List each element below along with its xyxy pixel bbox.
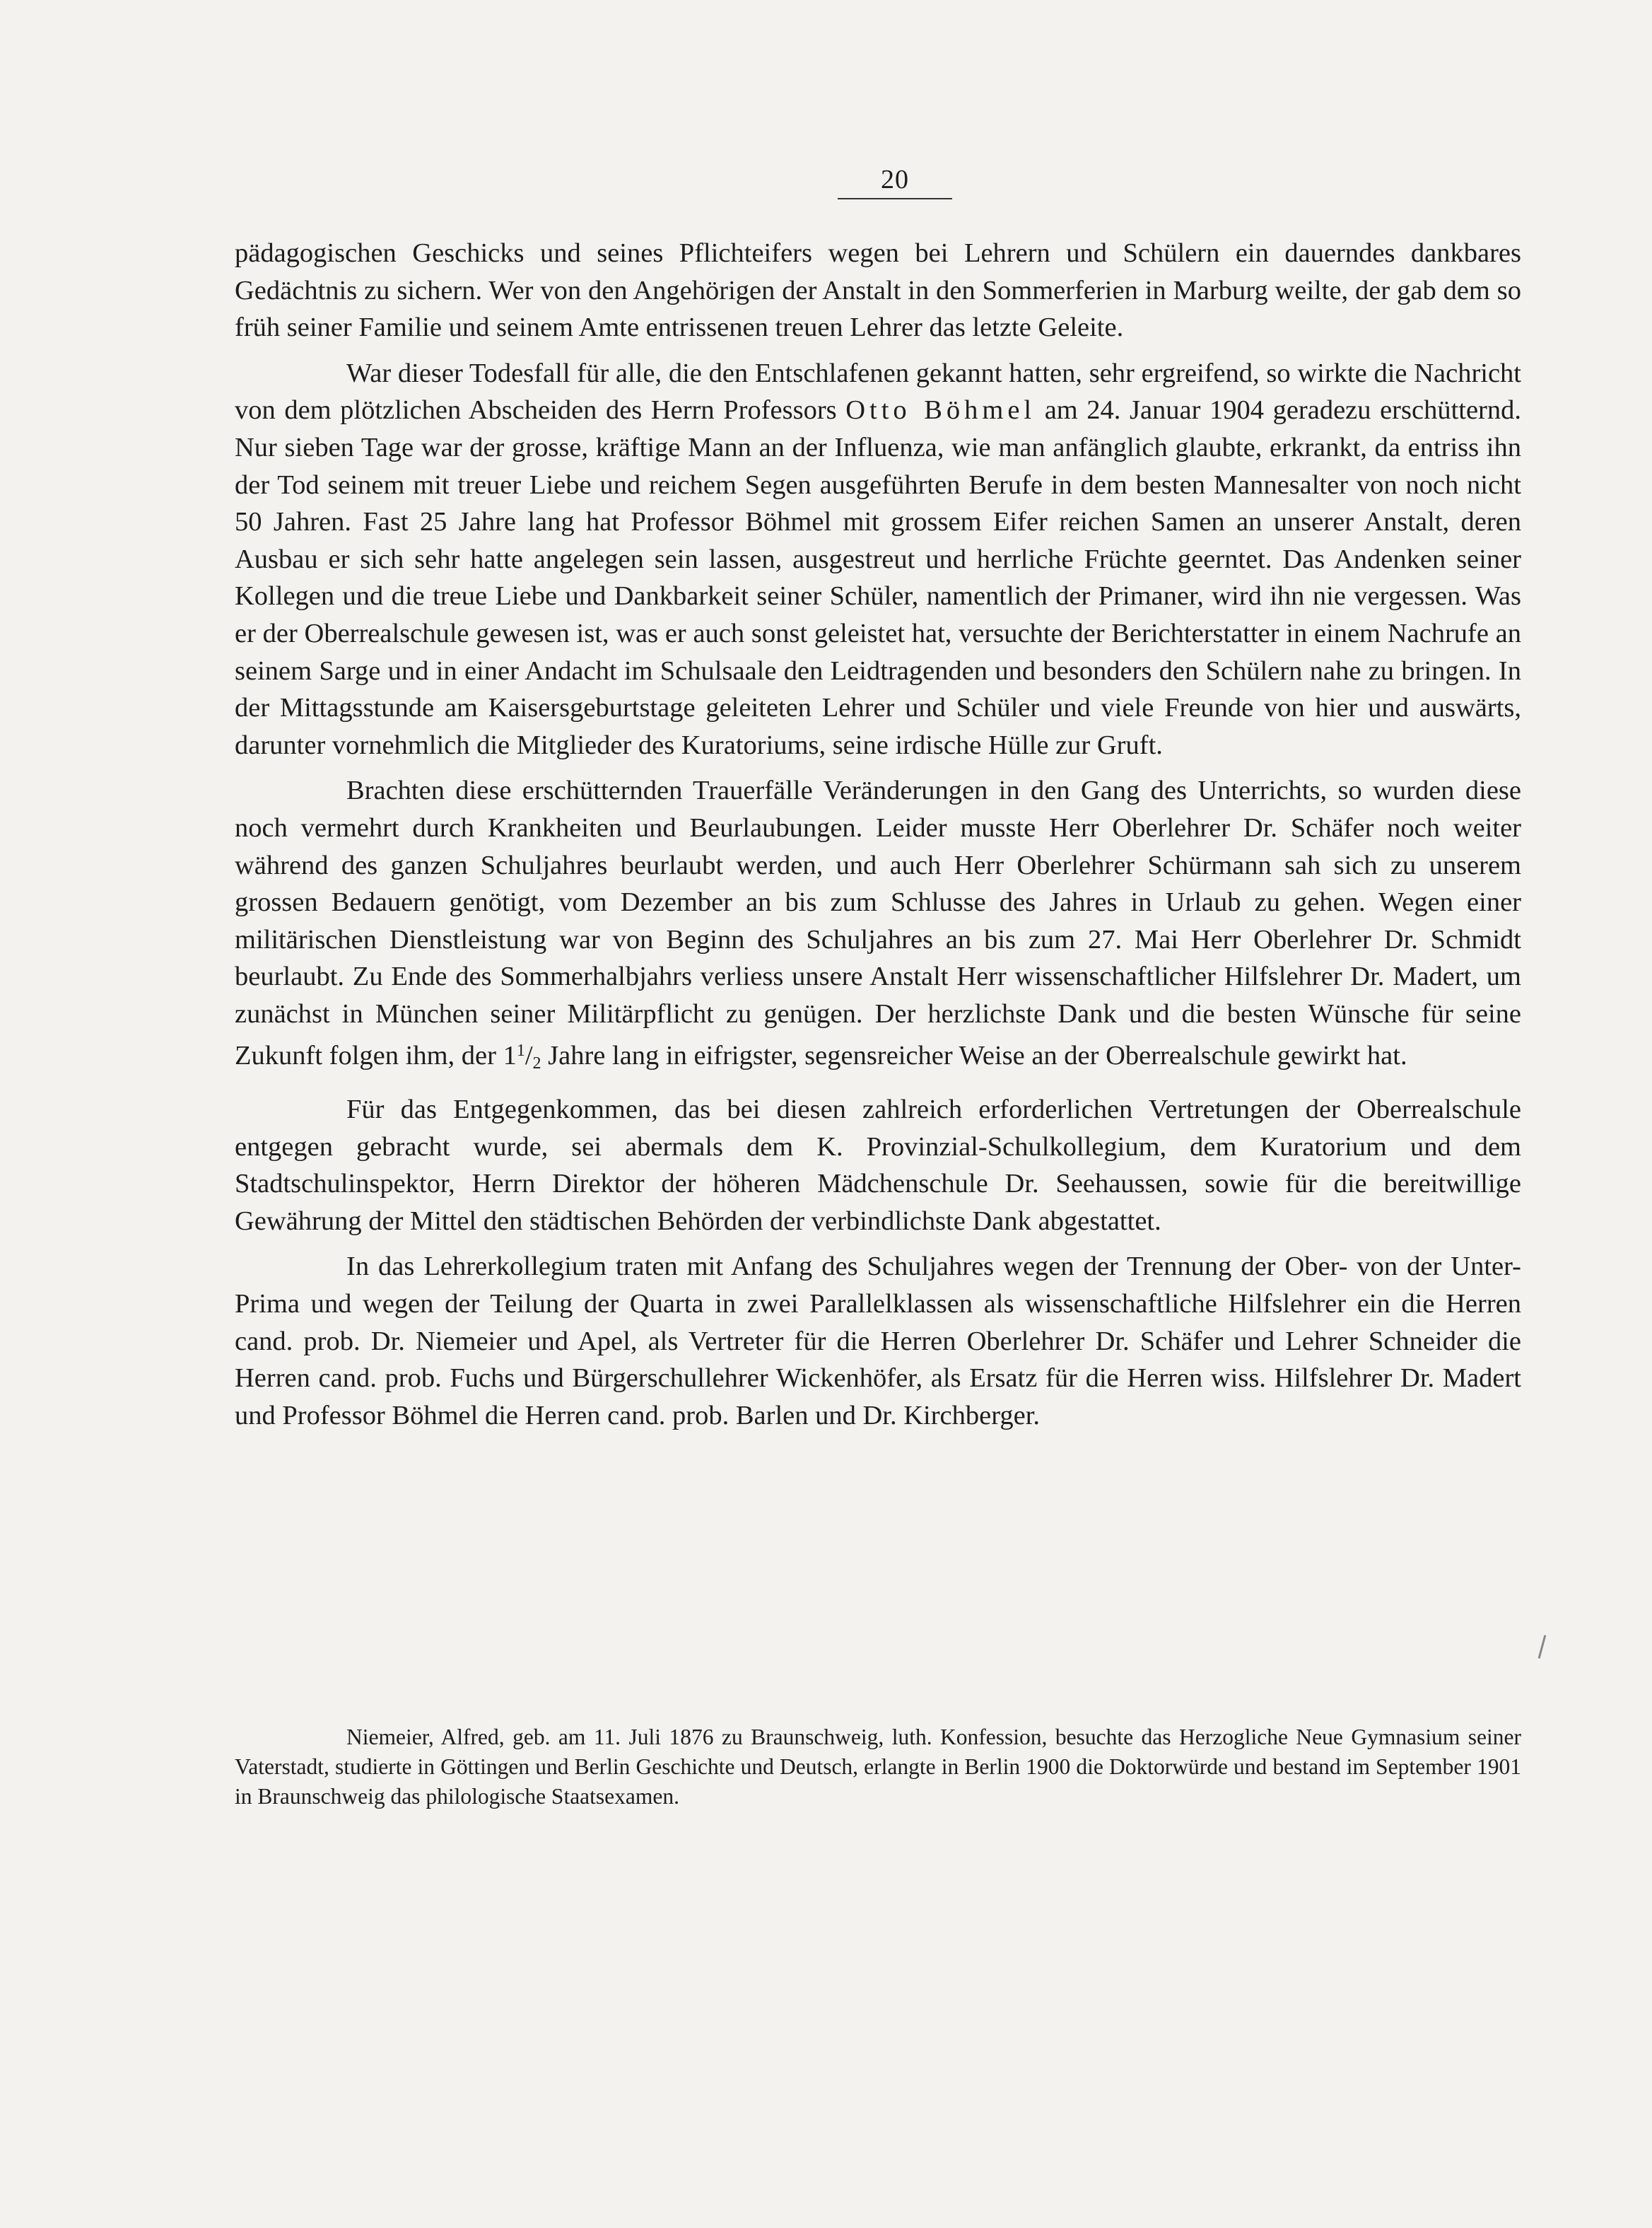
paragraph-3: Brachten diese erschütternden Trauerfälle Veränderungen in den Gang des Unterrichts, so wurden diese noch vermehrt durch Krankheiten und Beurlaubungen. Leider musste Herr Oberlehrer Dr. Schäfer noch weiter während des ganzen Schuljahres beurlaubt werden, und auch Herr Oberlehrer Schürmann sah sich zu unserem grossen Bedauern genötigt, vom Dezember an bis zum Schlusse des Jahres in Urlaub zu gehen. Wegen einer militärischen Dienstleistung war von Beginn des Schuljahres an bis zum 27. Mai Herr Oberlehrer Dr. Schmidt beurlaubt. Zu Ende des Sommerhalbjahrs verliess unsere Anstalt Herr wissenschaftlicher Hilfslehrer Dr. Madert, um zunächst in München seiner Militärpflicht zu genügen. Der herzlichste Dank und die besten Wünsche für seine Zukunft folgen ihm, der $1^1/_2$ Jahre lang in eifrigster, segensreicher Weise an der Oberrealschule gewirkt hat.	[235, 776, 1521, 1073]
margin-mark	[1538, 1635, 1547, 1659]
fraction-numerator: 1	[516, 1042, 525, 1061]
footnote: Niemeier, Alfred, geb. am 11. Juli 1876 zu Braunschweig, luth. Konfession, besuchte das Herzogliche Neue Gymnasium seiner Vaterstadt, studierte in Göttingen und Berlin Geschichte und Deutsch, erlangte in Berlin 1900 die Doktorwürde und bestand im September 1901 in Braunschweig das philologische Staatsexamen.	[235, 1725, 1521, 1809]
paragraph-1: pädagogischen Geschicks und seines Pflichteifers wegen bei Lehrern und Schülern ein dauerndes dankbares Gedächtnis zu sichern. Wer von den Angehörigen der Anstalt in den Sommerferien in Marburg weilte, der gab dem so früh seiner Familie und seinem Amte entrissenen treuen Lehrer das letzte Geleite.	[235, 238, 1521, 343]
spaced-name: Otto Böhmel	[845, 395, 1036, 426]
fraction-denominator: 2	[532, 1054, 541, 1073]
body-text	[235, 235, 1521, 1442]
header-rule	[838, 198, 952, 199]
paragraph-4: Für das Entgegenkommen, das bei diesen zahlreich erforderlichen Vertretungen der Oberrealschule entgegen gebracht wurde, sei abermals dem K. Provinzial-Schulkollegium, dem Kuratorium und dem Stadtschulinspektor, Herrn Direktor der höheren Mädchenschule Dr. Seehaussen, sowie für die bereitwillige Gewährung der Mittel den städtischen Behörden der verbindlichste Dank abgestattet.	[235, 1095, 1521, 1236]
paragraph-3-text-after: Jahre lang in eifrigster, segensreicher Weise an der Oberrealschule gewirkt hat.	[541, 1041, 1407, 1071]
page-header	[838, 164, 952, 199]
paragraph-5: In das Lehrerkollegium traten mit Anfang des Schuljahres wegen der Trennung der Ober- von der Unter-Prima und wegen der Teilung der Quarta in zwei Parallelklassen als wissenschaftliche Hilfslehrer ein die Herren cand. prob. Dr. Niemeier und Apel, als Vertreter für die Herren Oberlehrer Dr. Schäfer und Lehrer Schneider die Herren cand. prob. Fuchs und Bürgerschullehrer Wickenhöfer, als Ersatz für die Herren wiss. Hilfslehrer Dr. Madert und Professor Böhmel die Herren cand. prob. Barlen und Dr. Kirchberger.	[235, 1252, 1521, 1430]
page-number: 20	[881, 165, 909, 194]
paragraph-3-text-before: Brachten diese erschütternden Trauerfälle Veränderungen in den Gang des Unterrichts, so wurden diese noch vermehrt durch Krankheiten und Beurlaubungen. Leider musste Herr Oberlehrer Dr. Schäfer noch weiter während des ganzen Schuljahres beurlaubt werden, und auch Herr Oberlehrer Schürmann sah sich zu unserem grossen Bedauern genötigt, vom Dezember an bis zum Schlusse des Jahres in Urlaub zu gehen. Wegen einer militärischen Dienstleistung war von Beginn des Schuljahres an bis zum 27. Mai Herr Oberlehrer Dr. Schmidt beurlaubt. Zu Ende des Sommerhalbjahrs verliess unsere Anstalt Herr wissenschaftlicher Hilfslehrer Dr. Madert, um zunächst in München seiner Militärpflicht zu genügen. Der herzlichste Dank und die besten Wünsche für seine Zukunft folgen ihm, der 1	[235, 776, 1521, 1071]
paragraph-2	[235, 355, 1521, 764]
paragraph-2-text-before: War dieser Todesfall für alle, die den Entschlafenen gekannt hatten, sehr ergreifend, so wirkte die Nachricht von dem plötzlichen Abscheiden des Herrn Professors	[235, 358, 1521, 426]
paragraph-2-text-after: am 24. Januar 1904 geradezu erschütternd. Nur sieben Tage war der grosse, kräftige Mann an der Influenza, wie man anfänglich glaubte, erkrankt, da entriss ihn der Tod seinem mit treuer Liebe und reichem Segen ausgeführten Berufe in dem besten Mannesalter von noch nicht 50 Jahren. Fast 25 Jahre lang hat Professor Böhmel mit grossem Eifer reichen Samen an unserer Anstalt, deren Ausbau er sich sehr hatte angelegen sein lassen, ausgestreut und herrliche Früchte geerntet. Das Andenken seiner Kollegen und die treue Liebe und Dankbarkeit seiner Schüler, namentlich der Primaner, wird ihn nie vergessen. Was er der Oberrealschule gewesen ist, was er auch sonst geleistet hat, versuchte der Berichterstatter in einem Nachrufe an seinem Sarge und in einer Andacht im Schulsaale den Leidtragenden und besonders den Schülern nahe zu bringen. In der Mittagsstunde am Kaisersgeburtstage geleiteten Lehrer und Schüler und viele Freunde von hier und auswärts, darunter vornehmlich die Mitglieder des Kuratoriums, seine irdische Hülle zur Gruft.	[235, 395, 1521, 760]
